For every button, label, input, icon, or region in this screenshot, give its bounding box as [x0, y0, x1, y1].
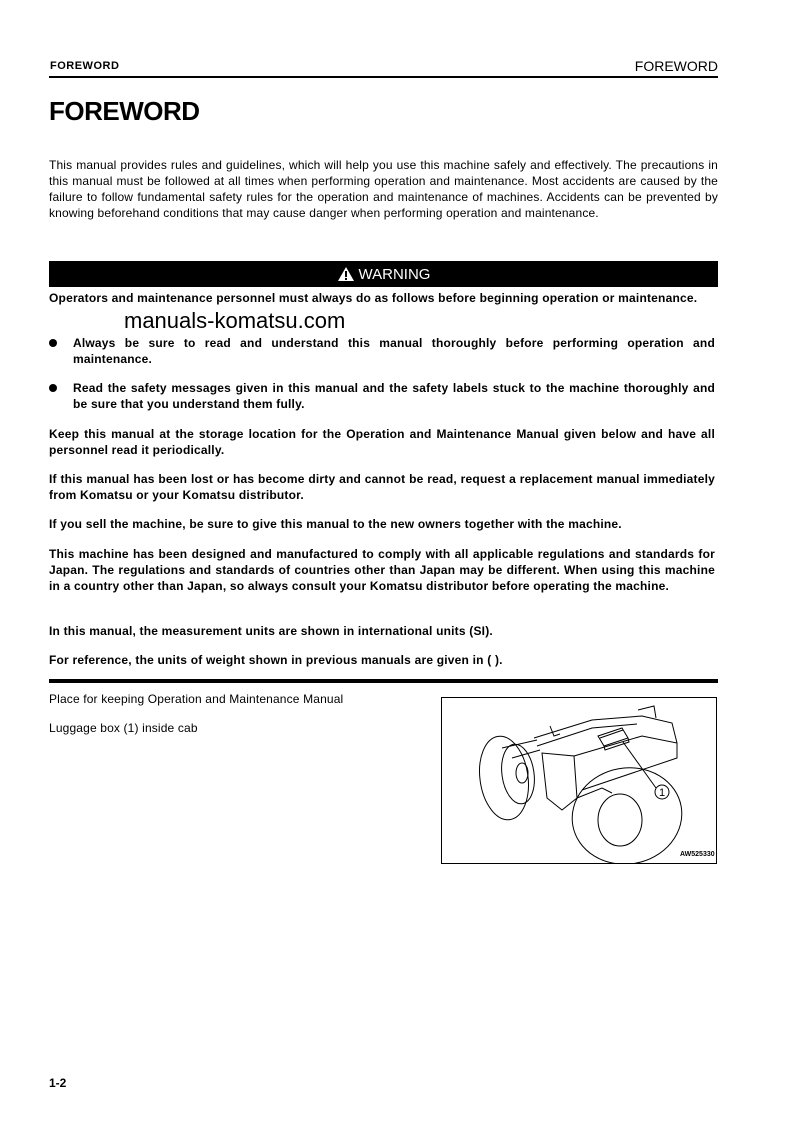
warning-paragraph: Keep this manual at the storage location for the Operation and Maintenance Manual given below and have all personnel read it periodically.	[49, 427, 715, 457]
intro-paragraph: This manual provides rules and guidelines, which will help you use this machine safely and effectively. The precautions in this manual must be followed at all times when performing operation and maintenance. Most accidents are caused by the failure to follow fundamental safety rules for the operation and maintenance of machines. Accidents can be prevented by knowing beforehand conditions that may cause danger when performing operation and maintenance.	[49, 158, 718, 220]
luggage-box-figure	[441, 697, 717, 864]
warning-paragraph: In this manual, the measurement units are shown in international units (SI).	[49, 624, 493, 638]
bullet-text: Read the safety messages given in this manual and the safety labels stuck to the machine thoroughly and be sure that you understand them fully.	[73, 381, 715, 411]
header-section-left: FOREWORD	[50, 60, 120, 72]
page-title: FOREWORD	[49, 96, 200, 126]
warning-lead: Operators and maintenance personnel must always do as follows before beginning operation or maintenance.	[49, 291, 698, 305]
warning-paragraph: If this manual has been lost or has become dirty and cannot be read, request a replacement manual immediately from Komatsu or your Komatsu distributor.	[49, 472, 715, 502]
warning-paragraph: If you sell the machine, be sure to give this manual to the new owners together with the machine.	[49, 517, 622, 531]
warning-label: WARNING	[358, 265, 431, 283]
storage-heading: Place for keeping Operation and Maintenance Manual	[49, 692, 344, 706]
warning-triangle-icon	[337, 266, 355, 282]
bullet-text: Always be sure to read and understand this manual thoroughly before performing operation and maintenance.	[73, 336, 715, 366]
page-number: 1-2	[49, 1076, 67, 1090]
figure-code: AW525330	[680, 851, 715, 858]
bullet-dot-icon	[49, 384, 57, 392]
watermark: manuals-komatsu.com	[124, 308, 346, 333]
header-section-right: FOREWORD	[634, 58, 718, 74]
figure-callout: 1	[658, 787, 666, 799]
warning-paragraph: This machine has been designed and manufactured to comply with all applicable regulations and standards for Japan. The regulations and standards of countries other than Japan may be different. When using this machine in a country other than Japan, so always consult your Komatsu distributor before operating the machine.	[49, 547, 715, 593]
warning-paragraph: For reference, the units of weight shown in previous manuals are given in ( ).	[49, 653, 503, 667]
warning-banner	[49, 261, 718, 287]
machine-cab-illustration	[442, 698, 717, 864]
bullet-dot-icon	[49, 339, 57, 347]
header-rule	[49, 76, 718, 78]
warning-end-rule	[49, 679, 718, 683]
storage-location: Luggage box (1) inside cab	[49, 721, 198, 735]
